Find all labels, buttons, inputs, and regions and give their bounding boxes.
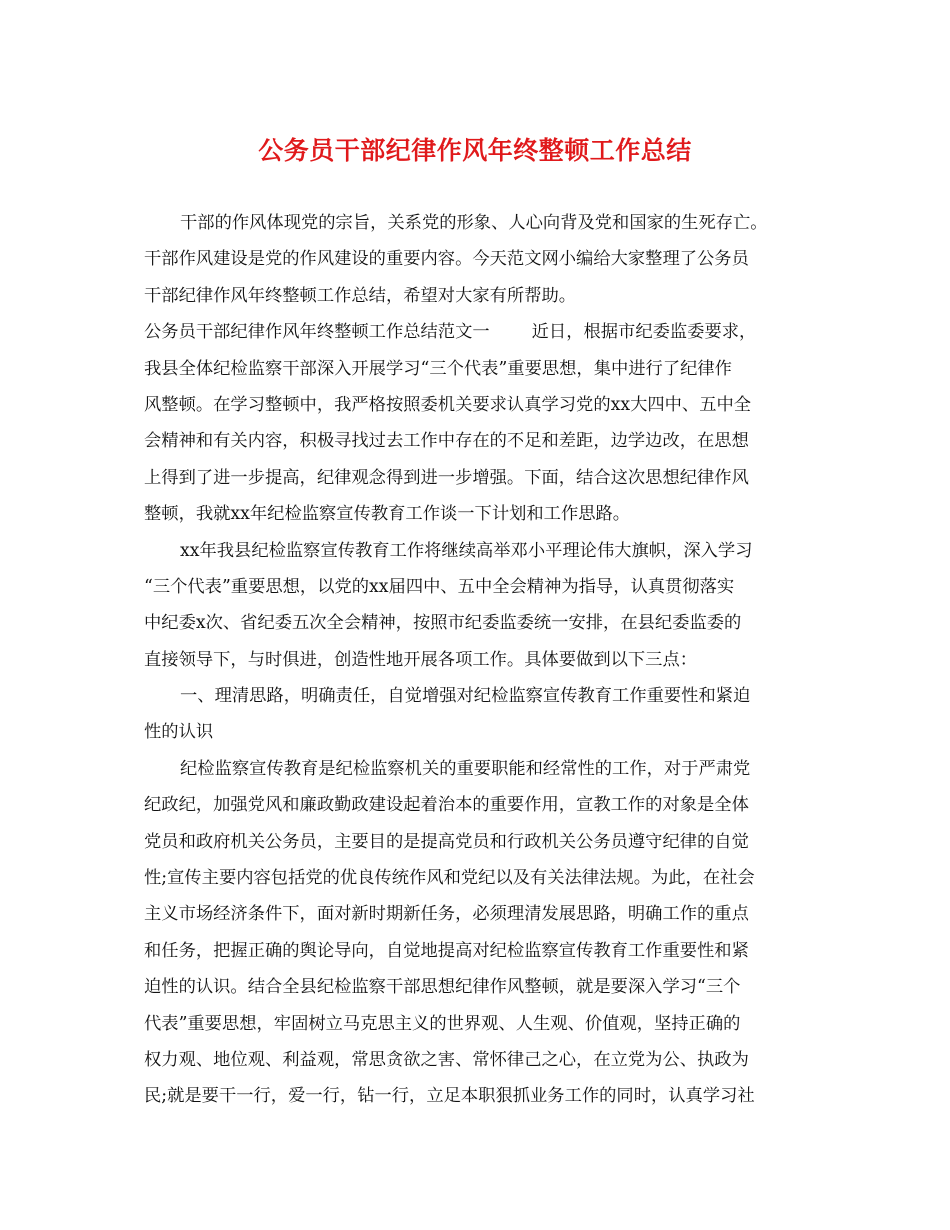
text-line: 直接领导下，与时俱进，创造性地开展各项工作。具体要做到以下三点： [144, 649, 698, 670]
text-line: 会精神和有关内容，积极寻找过去工作中存在的不足和差距，边学边改，在思想 [144, 431, 749, 452]
text-line: 纪政纪，加强党风和廉政勤政建设起着治本的重要作用，宣教工作的对象是全体 [144, 795, 749, 816]
text-line: 和任务，把握正确的舆论导向，自觉地提高对纪检监察宣传教育工作重要性和紧 [144, 940, 749, 961]
text-line: 权力观、地位观、利益观，常思贪欲之害、常怀律己之心，在立党为公、执政为 [144, 1049, 749, 1070]
section-heading: 公务员干部纪律作风年终整顿工作总结范文一 [144, 322, 490, 343]
text-line: 性的认识 [144, 722, 214, 743]
text-line-combined [144, 314, 812, 350]
document-title: 公务员干部纪律作风年终整顿工作总结 [258, 136, 692, 165]
text-line: 民;就是要干一行，爱一行，钻一行，立足本职狠抓业务工作的同时，认真学习社 [144, 1086, 755, 1107]
text-line: 迫性的认识。结合全县纪检监察干部思想纪律作风整顿，就是要深入学习“三个 [144, 977, 741, 998]
text-line: 中纪委x次、省纪委五次全会精神，按照市纪委监委统一安排，在县纪委监委的 [144, 613, 742, 634]
text-line: 干部的作风体现党的宗旨，关系党的形象、人心向背及党和国家的生死存亡。 [180, 213, 768, 233]
text-line: 主义市场经济条件下，面对新时期新任务，必须理清发展思路，明确工作的重点 [144, 904, 749, 925]
text-line: 性;宣传主要内容包括党的优良传统作风和党纪以及有关法律法规。为此，在社会 [144, 868, 755, 889]
text-line: 我县全体纪检监察干部深入开展学习“三个代表”重要思想，集中进行了纪律作 [144, 358, 732, 379]
text-line: 干部作风建设是党的作风建设的重要内容。今天范文网小编给大家整理了公务员 [144, 249, 749, 270]
text-line: 一、理清思路，明确责任，自觉增强对纪检监察宣传教育工作重要性和紧迫 [180, 686, 751, 707]
text-fragment: 近日，根据市纪委监委要求， [531, 322, 757, 343]
text-line: 纪检监察宣传教育是纪检监察机关的重要职能和经常性的工作，对于严肃党 [180, 758, 751, 779]
text-line: 整顿，我就xx年纪检监察宣传教育工作谈一下计划和工作思路。 [144, 504, 631, 525]
text-line: 党员和政府机关公务员，主要目的是提高党员和行政机关公务员遵守纪律的自觉 [144, 831, 749, 852]
text-line: 风整顿。在学习整顿中，我严格按照委机关要求认真学习党的xx大四中、五中全 [144, 394, 752, 415]
document-body [144, 205, 812, 1115]
text-line: 干部纪律作风年终整顿工作总结，希望对大家有所帮助。 [144, 285, 577, 306]
text-line: xx年我县纪检监察宣传教育工作将继续高举邓小平理论伟大旗帜，深入学习 [180, 540, 753, 561]
text-line: 上得到了进一步提高，纪律观念得到进一步增强。下面，结合这次思想纪律作风 [144, 467, 749, 488]
text-line: 代表”重要思想，牢固树立马克思主义的世界观、人生观、价值观，坚持正确的 [144, 1013, 741, 1034]
text-line: “三个代表”重要思想，以党的xx届四中、五中全会精神为指导，认真贯彻落实 [144, 576, 735, 597]
